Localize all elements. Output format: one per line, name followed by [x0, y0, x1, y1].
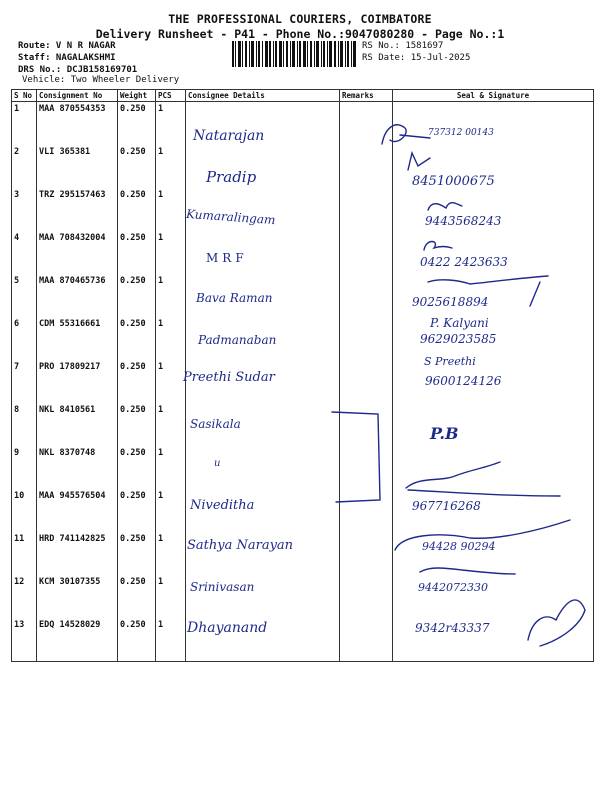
- signature-cell: [393, 532, 594, 575]
- table-row: [12, 102, 594, 146]
- hand-name: Preethi Sudar: [183, 370, 275, 385]
- runsheet-subtitle: Delivery Runsheet - P41 - Phone No.:9047080280 - Page No.:1: [95, 27, 505, 41]
- pcs-cell: 1: [156, 618, 186, 662]
- table-row: [12, 446, 594, 489]
- rs-date: RS Date: 15-Jul-2025: [362, 53, 471, 63]
- sno-cell: 7: [12, 360, 37, 403]
- hand-name: Kumaralingam: [185, 206, 276, 228]
- consignment-cell: MAA 870465736: [37, 274, 118, 317]
- remarks-cell: [340, 403, 393, 446]
- sno-cell: 3: [12, 188, 37, 231]
- table-row: [12, 403, 594, 446]
- barcode-icon: [232, 41, 356, 67]
- hand-name: Srinivasan: [190, 580, 255, 594]
- remarks-cell: [340, 618, 393, 662]
- col-weight: Weight: [118, 90, 156, 102]
- sno-cell: 10: [12, 489, 37, 532]
- pcs-cell: 1: [156, 317, 186, 360]
- weight-cell: 0.250: [118, 575, 156, 618]
- pcs-cell: 1: [156, 532, 186, 575]
- weight-cell: 0.250: [118, 102, 156, 146]
- hand-phone: 967716268: [412, 499, 481, 513]
- consignment-cell: VLI 365381: [37, 145, 118, 188]
- weight-cell: 0.250: [118, 360, 156, 403]
- hand-phone: 9629023585: [420, 332, 497, 346]
- consignment-cell: HRD 741142825: [37, 532, 118, 575]
- consignment-cell: NKL 8410561: [37, 403, 118, 446]
- hand-signature-name: S Preethi: [424, 355, 476, 368]
- pcs-cell: 1: [156, 188, 186, 231]
- weight-cell: 0.250: [118, 274, 156, 317]
- weight-cell: 0.250: [118, 532, 156, 575]
- remarks-cell: [340, 188, 393, 231]
- hand-name: Pradip: [206, 168, 257, 186]
- sno-cell: 9: [12, 446, 37, 489]
- hand-mark: u: [214, 458, 221, 469]
- hand-name: Sathya Narayan: [187, 538, 294, 553]
- remarks-cell: [340, 102, 393, 146]
- table-row: [12, 618, 594, 662]
- hand-signature-initials: P.B: [430, 424, 459, 443]
- pcs-cell: 1: [156, 274, 186, 317]
- pcs-cell: 1: [156, 403, 186, 446]
- consignment-cell: KCM 30107355: [37, 575, 118, 618]
- weight-cell: 0.250: [118, 446, 156, 489]
- weight-cell: 0.250: [118, 317, 156, 360]
- col-sno: S No: [12, 90, 37, 102]
- hand-name: Niveditha: [190, 498, 255, 513]
- route-label: Route: V N R NAGAR: [18, 41, 116, 51]
- hand-phone: 9342r43337: [415, 621, 490, 635]
- sno-cell: 11: [12, 532, 37, 575]
- hand-phone: 9442072330: [418, 581, 488, 594]
- signature-cell: [393, 403, 594, 446]
- table-row: [12, 532, 594, 575]
- consignee-cell: [186, 446, 340, 489]
- sno-cell: 12: [12, 575, 37, 618]
- col-remarks: Remarks: [340, 90, 393, 102]
- pcs-cell: 1: [156, 489, 186, 532]
- pcs-cell: 1: [156, 231, 186, 274]
- remarks-cell: [340, 446, 393, 489]
- hand-name: Dhayanand: [187, 620, 268, 636]
- consignment-cell: MAA 945576504: [37, 489, 118, 532]
- remarks-cell: [340, 575, 393, 618]
- remarks-cell: [340, 360, 393, 403]
- remarks-cell: [340, 145, 393, 188]
- weight-cell: 0.250: [118, 145, 156, 188]
- hand-phone: 9443568243: [425, 214, 502, 228]
- hand-phone: 737312 00143: [428, 128, 494, 138]
- staff-label: Staff: NAGALAKSHMI: [18, 53, 116, 63]
- sno-cell: 6: [12, 317, 37, 360]
- weight-cell: 0.250: [118, 618, 156, 662]
- remarks-cell: [340, 317, 393, 360]
- table-header-row: [12, 90, 594, 102]
- table-row: [12, 489, 594, 532]
- remarks-cell: [340, 274, 393, 317]
- table-row: [12, 274, 594, 317]
- hand-name: Bava Raman: [196, 291, 273, 305]
- pcs-cell: 1: [156, 145, 186, 188]
- consignment-cell: PRO 17809217: [37, 360, 118, 403]
- sno-cell: 5: [12, 274, 37, 317]
- signature-cell: [393, 102, 594, 146]
- hand-phone: 94428 90294: [422, 540, 496, 553]
- vehicle-label: Vehicle: Two Wheeler Delivery: [22, 75, 180, 85]
- col-signature: Seal & Signature: [393, 90, 594, 102]
- col-pcs: PCS: [156, 90, 186, 102]
- hand-name: Sasikala: [190, 417, 241, 431]
- col-consignee: Consignee Details: [186, 90, 340, 102]
- table-row: [12, 317, 594, 360]
- pcs-cell: 1: [156, 102, 186, 146]
- hand-phone: 8451000675: [412, 174, 495, 189]
- hand-phone: 9025618894: [412, 295, 489, 309]
- table-row: [12, 575, 594, 618]
- remarks-cell: [340, 231, 393, 274]
- weight-cell: 0.250: [118, 231, 156, 274]
- drs-label: DRS No.: DCJB158169701: [18, 65, 138, 75]
- col-consignment: Consignment No: [37, 90, 118, 102]
- hand-name: Natarajan: [193, 128, 265, 144]
- table-row: [12, 360, 594, 403]
- runsheet-table: [11, 89, 594, 662]
- weight-cell: 0.250: [118, 489, 156, 532]
- sno-cell: 8: [12, 403, 37, 446]
- hand-phone: 0422 2423633: [420, 255, 508, 269]
- remarks-cell: [340, 532, 393, 575]
- weight-cell: 0.250: [118, 403, 156, 446]
- consignment-cell: TRZ 295157463: [37, 188, 118, 231]
- consignment-cell: EDQ 14528029: [37, 618, 118, 662]
- table-row: [12, 188, 594, 231]
- company-title: THE PROFESSIONAL COURIERS, COIMBATORE: [168, 12, 432, 26]
- consignment-cell: CDM 55316661: [37, 317, 118, 360]
- weight-cell: 0.250: [118, 188, 156, 231]
- rs-number: RS No.: 1581697: [362, 41, 444, 51]
- hand-phone: 9600124126: [425, 374, 502, 388]
- sno-cell: 1: [12, 102, 37, 146]
- pcs-cell: 1: [156, 446, 186, 489]
- consignment-cell: MAA 870554353: [37, 102, 118, 146]
- consignment-cell: MAA 708432004: [37, 231, 118, 274]
- sno-cell: 4: [12, 231, 37, 274]
- consignment-cell: NKL 8370748: [37, 446, 118, 489]
- hand-name: MRF: [206, 251, 248, 265]
- sno-cell: 13: [12, 618, 37, 662]
- signature-cell: [393, 446, 594, 489]
- hand-signature-name: P. Kalyani: [430, 316, 489, 330]
- pcs-cell: 1: [156, 360, 186, 403]
- table-row: [12, 145, 594, 188]
- pcs-cell: 1: [156, 575, 186, 618]
- hand-name: Padmanaban: [198, 333, 277, 347]
- remarks-cell: [340, 489, 393, 532]
- sno-cell: 2: [12, 145, 37, 188]
